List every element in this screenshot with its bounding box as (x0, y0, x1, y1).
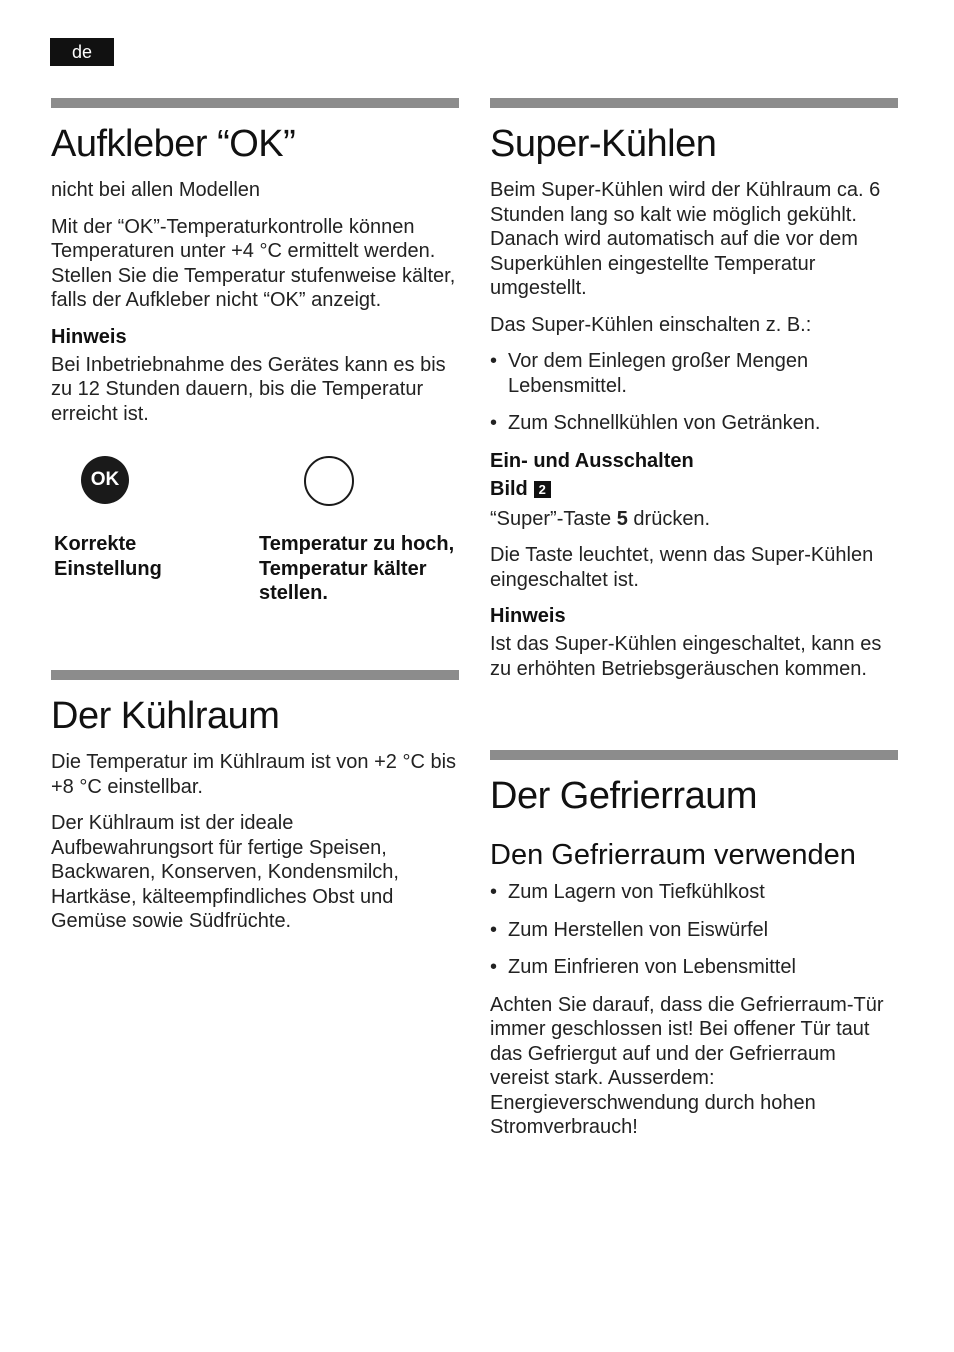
super-cooling-intro: Das Super-Kühlen einschalten z. B.: (490, 313, 812, 336)
section-divider (51, 670, 459, 680)
figure-label: Bild (490, 477, 528, 500)
super-note-text: Ist das Super-Kühlen eingeschaltet, kann es zu erhöhten Betriebsgeräuschen kommen. (490, 633, 882, 680)
caption-correct-setting: Korrekte Einstellung (54, 533, 162, 580)
list-item: • Vor dem Einlegen großer Mengen Lebensmittel. (490, 349, 898, 398)
fridge-title: Der Kühlraum (51, 695, 280, 737)
button-lit-info: Die Taste leuchtet, wenn das Super-Kühlen eingeschaltet ist. (490, 544, 874, 591)
press-post: drücken. (633, 507, 711, 530)
sticker-title: Aufkleber “OK” (51, 123, 296, 165)
right-column-lower (490, 750, 898, 1152)
super-cooling-title: Super-Kühlen (490, 123, 717, 165)
list-item: • Zum Herstellen von Eiswürfel (490, 918, 898, 943)
super-cooling-section (490, 98, 898, 681)
sticker-section (51, 98, 459, 622)
figure-number-badge: 2 (534, 481, 551, 498)
list-item: • Zum Schnellkühlen von Getränken. (490, 411, 898, 436)
sticker-description: Mit der “OK”-Temperaturkontrolle können Temperaturen unter +4 °C ermittelt werden. Stellen Sie die Temperatur stufenweise kälter, falls der Aufkleber nicht “OK” anzeigt. (51, 215, 456, 311)
list-item: • Zum Lagern von Tiefkühlkost (490, 880, 898, 905)
switch-label: Ein- und Ausschalten (490, 449, 694, 472)
freezer-subtitle: Den Gefrierraum verwenden (490, 839, 856, 871)
section-divider (51, 98, 459, 108)
press-instruction (490, 507, 898, 532)
fridge-temperature-range: Die Temperatur im Kühlraum ist von +2 °C bis +8 °C einstellbar. (51, 751, 457, 798)
section-divider (490, 750, 898, 760)
freezer-section (490, 750, 898, 1140)
ok-sticker-icon: OK (81, 456, 129, 504)
sticker-icons (51, 446, 459, 526)
super-cooling-list (490, 349, 898, 436)
fridge-section (51, 670, 459, 934)
freezer-title: Der Gefrierraum (490, 775, 757, 817)
fridge-usage: Der Kühlraum ist der ideale Aufbewahrungsort für fertige Speisen, Backwaren, Konserven, Kondensmilch, Hartkäse, kälteempfindliches Obst und Gemüse sowie Südfrüchte. (51, 812, 399, 932)
freezer-list (490, 880, 898, 980)
left-column-lower (51, 670, 459, 946)
sticker-availability: nicht bei allen Modellen (51, 179, 261, 201)
empty-sticker-icon (304, 456, 354, 506)
caption-too-warm: Temperatur zu hoch, Temperatur kälter stellen. (259, 533, 455, 604)
freezer-door-warning: Achten Sie darauf, dass die Gefrierraum-Tür immer geschlossen ist! Bei offener Tür taut das Gefriergut auf und der Gefrierraum vereist stark. Ausserdem: Energieverschwendung durch hohen Stromverbrauch! (490, 993, 884, 1138)
section-divider (490, 98, 898, 108)
super-cooling-description: Beim Super-Kühlen wird der Kühlraum ca. 6 Stunden lang so kalt wie möglich gekühlt. Danach wird automatisch auf die vor dem Superkühlen eingestellte Temperatur umgestellt. (490, 179, 881, 299)
left-column (51, 98, 459, 622)
sticker-note-label: Hinweis (51, 325, 127, 348)
super-note-label: Hinweis (490, 605, 566, 627)
right-column (490, 98, 898, 693)
figure-reference (490, 477, 898, 501)
sticker-captions (51, 532, 459, 622)
language-tag: de (50, 38, 114, 66)
sticker-note-text: Bei Inbetriebnahme des Gerätes kann es bis zu 12 Stunden dauern, bis die Temperatur erreicht ist. (51, 353, 446, 425)
press-pre: “Super”-Taste (490, 507, 612, 530)
key-number: 5 (616, 507, 628, 530)
list-item: • Zum Einfrieren von Lebensmittel (490, 955, 898, 980)
